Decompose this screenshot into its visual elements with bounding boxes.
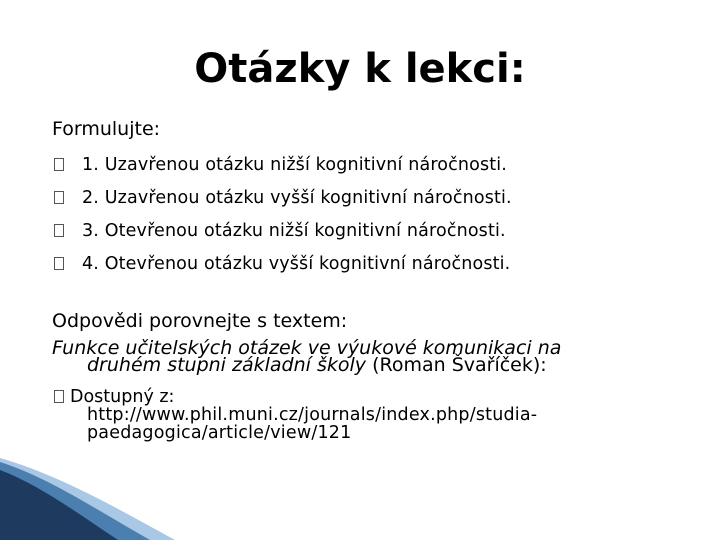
square-bullet-icon [54,191,64,204]
corner-swoosh-decoration [0,440,720,540]
question-list [52,148,512,280]
list-item [52,148,512,181]
source-url-line-1[interactable]: http://www.phil.muni.cz/journals/index.php/studia- [87,405,538,425]
source-url-line-2[interactable]: paedagogica/article/view/121 [87,423,352,443]
square-bullet-icon [54,390,64,403]
list-item [52,247,512,280]
availability-row [52,388,672,406]
list-item [52,214,512,247]
book-title-line-2-wrapper [52,354,672,376]
section-heading-formulate: Formulujte: [52,118,161,140]
list-item-text: 2. Uzavřenou otázku vyšší kognitivní náročnosti. [82,187,512,208]
book-title-line-1: Funkce učitelských otázek ve výukové komunikaci na [52,337,562,359]
square-bullet-icon [54,158,64,171]
source-reference [52,337,672,376]
square-bullet-icon [54,224,64,237]
page-title [0,45,720,93]
square-bullet-icon [54,257,64,270]
book-author: (Roman Švaříček): [372,354,547,376]
book-title-line-2: druhém stupni základní školy [87,354,367,376]
list-item [52,181,512,214]
list-item-text: 3. Otevřenou otázku nižší kognitivní náročnosti. [82,220,506,241]
section-heading-compare: Odpovědi porovnejte s textem: [52,310,348,332]
availability-block [52,388,672,442]
list-item-text: 4. Otevřenou otázku vyšší kognitivní náročnosti. [82,253,511,274]
available-label: Dostupný z: [70,387,175,407]
page-title-text: Otázky k lekci: [156,46,563,92]
list-item-text: 1. Uzavřenou otázku nižší kognitivní náročnosti. [82,154,508,175]
